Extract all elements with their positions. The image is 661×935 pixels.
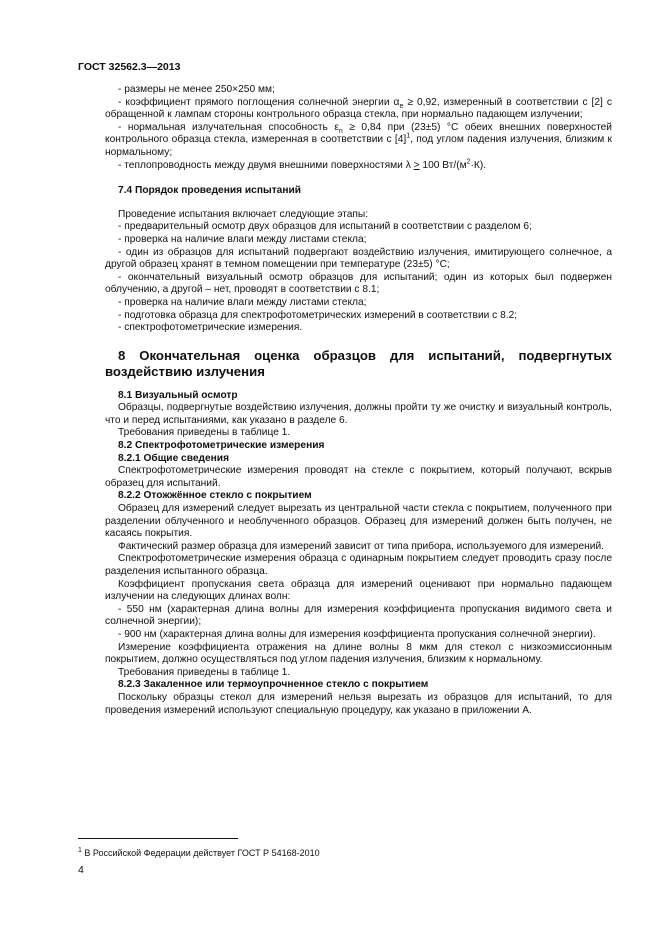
section-7-4-item: - предварительный осмотр двух образцов для испытаний в соответствии с разделом 6;: [118, 221, 532, 233]
section-8-1-title: 8.1 Визуальный осмотр: [118, 389, 238, 401]
section-8-2-title: 8.2 Спектрофотометрические измерения: [118, 440, 325, 452]
section-7-4-item: - один из образцов для испытаний подвергают воздействию излучения, имитирующего солнечное, а другой образец хранят в темном помещении при температуре (23±5) °С;: [105, 246, 612, 271]
section-8-2-3-title: 8.2.3 Закаленное или термоупрочненное стекло с покрытием: [118, 679, 429, 691]
page-content: [105, 84, 612, 717]
conductivity-superscript: 2: [466, 158, 471, 166]
section-7-4-item: - проверка на наличие влаги между листами стекла;: [118, 233, 367, 245]
section-8-2-2-paragraph: Коэффициент пропускания света образца для измерений оценивают при нормально падающем излучении на следующих длинах волн:: [105, 578, 612, 603]
section-8-2-2-paragraph: Требования приведены в таблице 1.: [118, 666, 291, 678]
footnote-mark: 1: [78, 847, 82, 854]
absorption-subscript: e: [399, 102, 404, 110]
footnote-divider: [78, 838, 238, 839]
footnote: [78, 848, 320, 858]
section-8-2-1-title: 8.2.1 Общие сведения: [118, 452, 230, 464]
section-8-2-2-paragraph: Измерение коэффициента отражения на длине волны 8 мкм для стекол с низкоэмиссионным покрытием, должно осуществляться под углом падения излучения, близким к нормальному.: [105, 641, 612, 666]
section-7-4-item: - спектрофотометрические измерения.: [118, 322, 303, 334]
absorption-text-end: ≥ 0,92, измеренный в соответствии с [2] с обращенной к лампам стороны контрольного образца стекла, при нормально падающем излучении;: [105, 96, 612, 121]
section-8-2-2-paragraph: - 900 нм (характерная длина волны для измерения коэффициента пропускания солнечной энергии).: [118, 628, 596, 640]
document-number-header: ГОСТ 32562.3—2013: [78, 61, 181, 73]
section-8-2-1-paragraph: Спектрофотометрические измерения проводят на стекле с покрытием, который получают, вскрыв образец для испытаний.: [105, 465, 612, 489]
section-7-4-lead: Проведение испытания включает следующие этапы:: [118, 208, 369, 220]
intro-line-size: - размеры не менее 250×250 мм;: [118, 84, 275, 95]
section-8-2-2-paragraph: Спектрофотометрические измерения образца с одинарным покрытием следует проводить сразу после разделения испытанного образца.: [105, 553, 612, 577]
emissivity-text: - нормальная излучательная способность ε: [118, 121, 339, 133]
footnote-text: В Российской Федерации действует ГОСТ Р 54168-2010: [81, 848, 320, 858]
conductivity-text: - теплопроводность между двумя внешними поверхностями λ: [118, 159, 414, 171]
conductivity-text-mid: 100 Вт/(м: [419, 159, 467, 171]
section-8-2-2-paragraph: Фактический размер образца для измерений зависит от типа прибора, используемого для измерений.: [118, 540, 604, 552]
section-8-2-2-title: 8.2.2 Отожжённое стекло с покрытием: [118, 490, 312, 502]
section-8-2-2-paragraph: Образец для измерений следует вырезать из центральной части стекла с покрытием, полученного при разделении облученного и необлученного образцов. Образец для измерений должен быть получен, не касаясь покрытия.: [105, 503, 612, 540]
section-7-4-item: - проверка на наличие влаги между листами стекла;: [118, 296, 367, 308]
conductivity-text-end: ·К).: [470, 159, 487, 171]
emissivity-text-mid: ≥ 0,84 при (23±5) °С обеих внешних поверхностей контрольного образца стекла, измеренная в соответствии с [4]: [105, 121, 612, 146]
section-7-4-item: - подготовка образца для спектрофотометрических измерений в соответствии с 8.2;: [118, 309, 518, 321]
section-8-title: 8 Окончательная оценка образцов для испытаний, подвергнутых воздействию излучения: [105, 347, 612, 379]
section-8-1-paragraph: Образцы, подвергнутые воздействию излучения, должны пройти ту же очистку и визуальный контроль, что и перед испытаниями, как указано в разделе 6.: [105, 402, 612, 426]
conductivity-ge-symbol: >: [413, 159, 420, 171]
emissivity-subscript: n: [338, 127, 343, 135]
footnote-reference: 1: [406, 132, 411, 140]
intro-line-emissivity: [105, 122, 612, 160]
section-7-4-title: 7.4 Порядок проведения испытаний: [118, 185, 302, 197]
intro-line-absorption: [105, 97, 612, 122]
intro-line-conductivity: [105, 160, 612, 173]
section-8-1-paragraph: Требования приведены в таблице 1.: [118, 427, 291, 439]
absorption-text: - коэффициент прямого поглощения солнечной энергии α: [118, 96, 400, 108]
section-8-2-3-paragraph: Поскольку образцы стекол для измерений нельзя вырезать из образцов для испытаний, то для проведения измерений используют специальную процедуру, как указано в приложении А.: [105, 691, 612, 716]
section-8-2-2-paragraph: - 550 нм (характерная длина волны для измерения коэффициента пропускания видимого света и солнечной энергии);: [105, 603, 612, 628]
page-number: 4: [78, 864, 84, 876]
section-7-4-item: - окончательный визуальный осмотр образцов для испытаний; один из которых был подвержен облучению, а другой – нет, проводят в соответствии с 8.1;: [105, 271, 612, 296]
emissivity-text-end: , под углом падения излучения, близким к нормальному;: [105, 134, 612, 158]
